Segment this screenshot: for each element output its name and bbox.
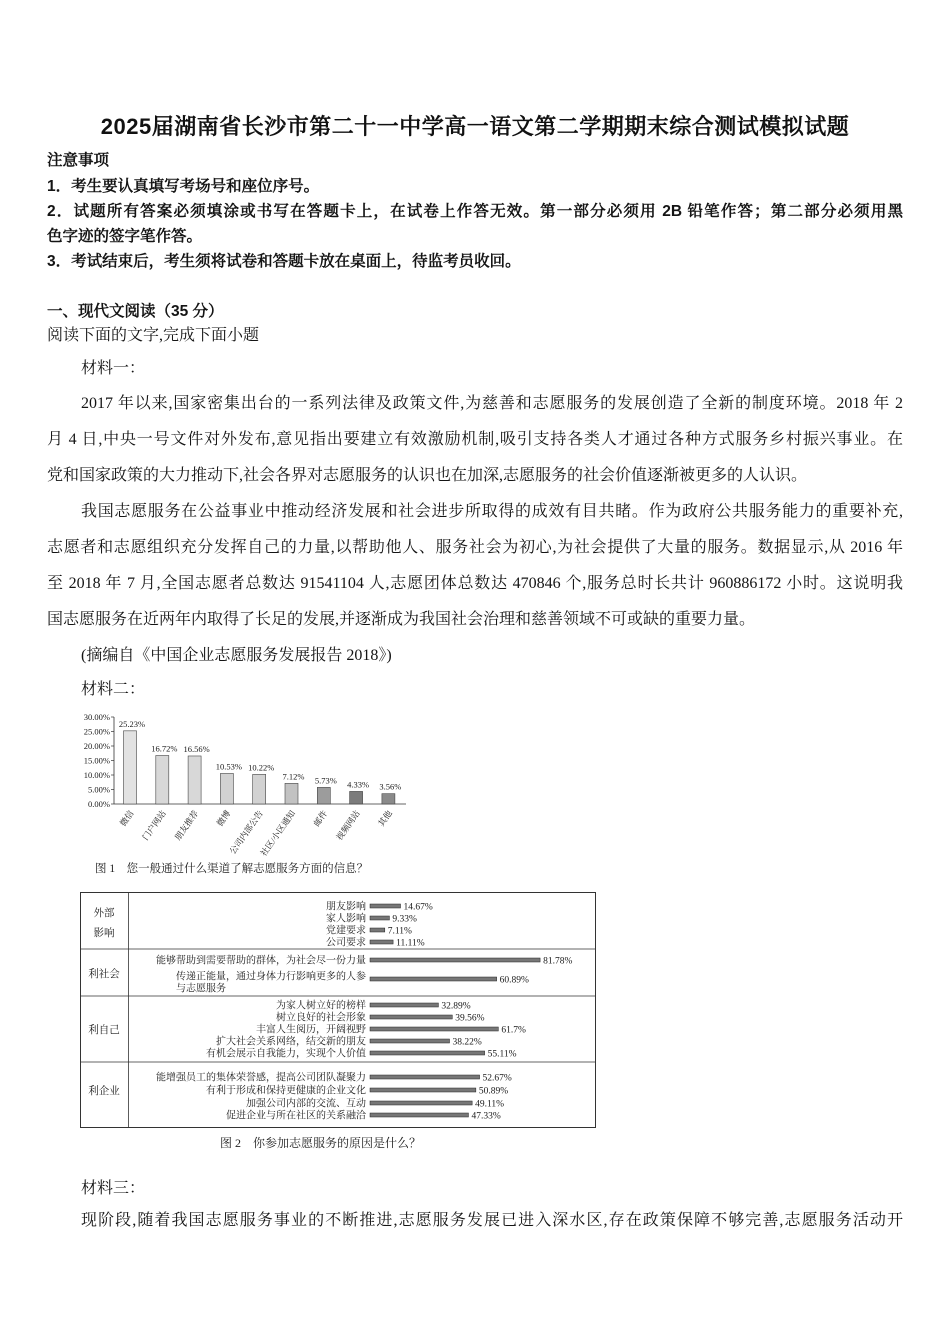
bar [382, 794, 395, 804]
bar [370, 1101, 472, 1105]
bar [370, 958, 540, 962]
reasons-bar-chart [80, 892, 597, 1129]
bar-value-label: 38.22% [452, 1037, 482, 1048]
category-label: 微信 [117, 808, 136, 829]
row-label: 丰富人生阅历，开阔视野 [256, 1024, 366, 1036]
material-label: 材料一： [81, 360, 146, 377]
row-label: 加强公司内部的交流、互动 [246, 1098, 366, 1110]
y-tick-label: 5.00% [88, 784, 110, 795]
source-citation: (摘编自《中国企业志愿服务发展报告 2018》) [81, 647, 392, 664]
bar-value-label: 7.12% [282, 771, 305, 782]
group-label: 外部 [93, 908, 115, 919]
section-heading: 一、现代文阅读（35 分） [47, 303, 224, 320]
bar-value-label: 7.11% [387, 926, 412, 937]
bar-value-label: 11.11% [396, 938, 425, 949]
y-tick-label: 15.00% [83, 755, 110, 766]
bar [188, 756, 201, 804]
row-label: 与志愿服务 [176, 983, 226, 995]
bar [350, 791, 363, 804]
bar [370, 1039, 449, 1043]
paragraph-line: 月 4 日,中央一号文件对外发布,意见指出要建立有效激励机制,吸引支持各类人才通过各种方式服务乡村振兴事业。在 [47, 431, 903, 448]
bar-value-label: 60.89% [499, 975, 529, 986]
bar-value-label: 52.67% [482, 1073, 512, 1084]
bar [253, 774, 266, 804]
category-label: 朋友推荐 [172, 808, 201, 843]
notice-line: 色字迹的签字笔作答。 [47, 228, 203, 245]
bar [370, 1003, 438, 1007]
row-label: 党建要求 [326, 925, 366, 937]
paragraph-line: 至 2018 年 7 月,全国志愿者总数达 91541104 人,志愿团体总数达 470846 个,服务总时长共计 960886172 小时。这说明我 [47, 575, 903, 592]
bar [370, 1051, 485, 1055]
bar [370, 928, 385, 932]
notice-line: 2．试题所有答案必须填涂或书写在答题卡上，在试卷上作答无效。第一部分必须用 2B 铅笔作答；第二部分必须用黑 [47, 203, 903, 220]
bar-value-label: 81.78% [543, 956, 573, 967]
bar-value-label: 5.73% [314, 775, 337, 786]
y-tick-label: 10.00% [83, 770, 110, 780]
bar [124, 731, 137, 804]
bar [370, 916, 389, 920]
paragraph-line: 党和国家政策的大力推动下,社会各界对志愿服务的认识也在加深,志愿服务的社会价值逐渐被更多的人认识。 [47, 467, 808, 484]
row-label: 有机会展示自我能力，实现个人价值 [206, 1048, 366, 1060]
row-label: 家人影响 [326, 913, 366, 925]
bar-value-label: 3.56% [379, 781, 402, 792]
category-label: 微博 [214, 808, 233, 829]
bar [370, 1088, 476, 1092]
bar-value-label: 16.72% [151, 743, 178, 754]
bar [370, 904, 401, 908]
bar [370, 1075, 480, 1079]
category-label: 视频网站 [334, 808, 362, 843]
group-label: 利企业 [88, 1086, 120, 1097]
category-label: 社区/小区通知 [258, 808, 298, 858]
paragraph-line: 我国志愿服务在公益事业中推动经济发展和社会进步所取得的成效有目共睹。作为政府公共服务能力的重要补充, [81, 503, 903, 520]
row-label: 扩大社会关系网络，结交新的朋友 [216, 1036, 366, 1048]
category-label: 公司内部公告 [227, 808, 265, 856]
notice-heading: 注意事项 [47, 152, 110, 169]
y-tick-label: 30.00% [83, 712, 110, 722]
row-label: 为家人树立好的榜样 [276, 1000, 366, 1012]
bar-value-label: 61.7% [501, 1025, 526, 1036]
bar [156, 756, 169, 804]
group-label: 利自己 [88, 1025, 120, 1036]
group-label: 影响 [93, 928, 115, 939]
category-label: 门户网站 [140, 808, 168, 843]
y-tick-label: 0.00% [88, 799, 110, 809]
figure-2-caption: 图 2 你参加志愿服务的原因是什么？ [220, 1136, 422, 1150]
bar-value-label: 4.33% [347, 779, 370, 790]
bar [370, 940, 393, 944]
bar-value-label: 14.67% [403, 902, 433, 913]
row-label: 有利于形成和保持更健康的企业文化 [206, 1085, 366, 1097]
bar [285, 783, 298, 804]
bar [317, 787, 330, 804]
category-label: 其他 [376, 808, 395, 829]
bar [220, 773, 233, 804]
y-tick-label: 20.00% [83, 741, 110, 751]
row-label: 朋友影响 [326, 901, 366, 913]
paragraph-line: 志愿者和志愿组织充分发挥自己的力量,以帮助他人、服务社会为初心,为社会提供了大量的服务。数据显示,从 2016 年 [47, 539, 903, 556]
figure-1-caption: 图 1 您一般通过什么渠道了解志愿服务方面的信息？ [95, 863, 369, 875]
paragraph-line: 现阶段,随着我国志愿服务事业的不断推进,志愿服务发展已进入深水区,存在政策保障不够完善,志愿服务活动开 [81, 1212, 903, 1229]
bar-value-label: 16.56% [183, 743, 210, 754]
bar [370, 977, 497, 981]
bar-value-label: 25.23% [118, 718, 146, 729]
section-instruction: 阅读下面的文字,完成下面小题 [47, 327, 260, 344]
row-label: 促进企业与所在社区的关系融洽 [226, 1110, 366, 1122]
row-label: 传递正能量，通过身体力行影响更多的人参 [176, 971, 366, 983]
bar-value-label: 50.89% [478, 1086, 509, 1097]
bar [370, 1113, 468, 1117]
paragraph-line: 国志愿服务在近两年内取得了长足的发展,并逐渐成为我国社会治理和慈善领域不可或缺的重要力量。 [47, 611, 756, 628]
notice-line: 3．考试结束后，考生须将试卷和答题卡放在桌面上，待监考员收回。 [47, 253, 521, 270]
material-label: 材料二： [81, 681, 146, 698]
bar-value-label: 55.11% [487, 1049, 517, 1060]
group-label: 利社会 [88, 969, 120, 980]
paragraph-line: 2017 年以来,国家密集出台的一系列法律及政策文件,为慈善和志愿服务的发展创造了全新的制度环境。2018 年 2 [81, 395, 903, 412]
channel-bar-chart [78, 708, 418, 864]
bar-value-label: 32.89% [441, 1001, 471, 1012]
page-title: 2025届湖南省长沙市第二十一中学高一语文第二学期期末综合测试模拟试题 [100, 114, 850, 139]
bar-value-label: 39.56% [455, 1013, 485, 1024]
material-label: 材料三： [81, 1180, 146, 1197]
row-label: 能增强员工的集体荣誉感，提高公司团队凝聚力 [156, 1072, 366, 1084]
bar-value-label: 9.33% [392, 914, 417, 925]
bar-value-label: 47.33% [471, 1111, 501, 1122]
bar-value-label: 10.53% [215, 761, 243, 772]
bar-value-label: 49.11% [475, 1099, 505, 1110]
category-label: 邮件 [311, 808, 330, 829]
notice-line: 1．考生要认真填写考场号和座位序号。 [47, 178, 320, 195]
bar [370, 1027, 498, 1031]
row-label: 公司要求 [326, 937, 366, 949]
row-label: 树立良好的社会形象 [276, 1012, 366, 1024]
bar [370, 1015, 452, 1019]
row-label: 能够帮助到需要帮助的群体，为社会尽一份力量 [156, 955, 366, 967]
y-tick-label: 25.00% [83, 726, 110, 737]
bar-value-label: 10.22% [248, 762, 275, 773]
